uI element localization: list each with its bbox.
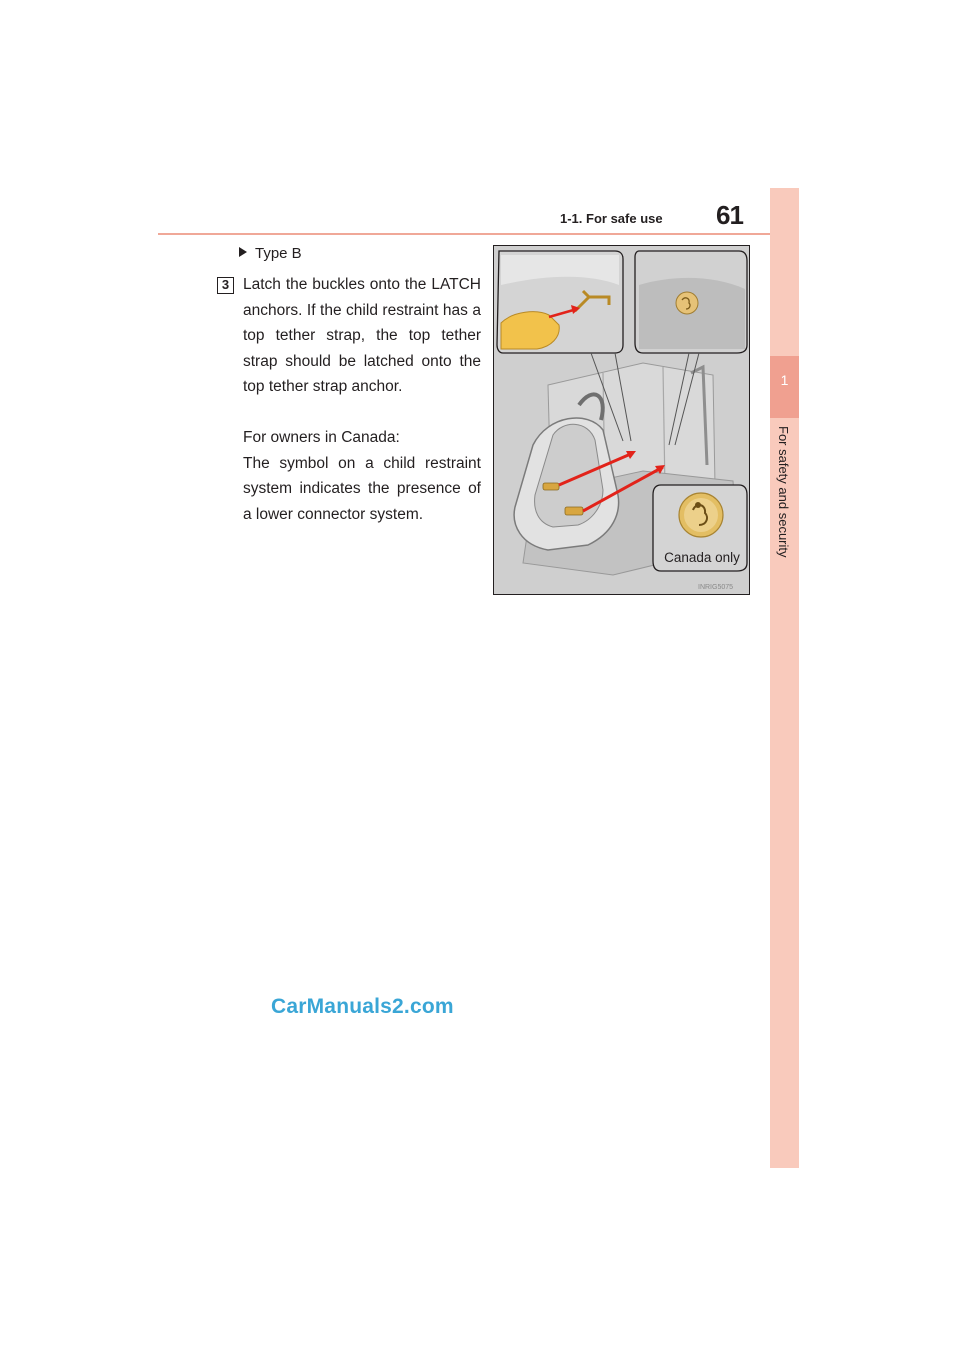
canada-note-text: The symbol on a child restraint system indicates the presence of a lower connector system.: [243, 454, 481, 523]
child-seat-illustration: [493, 245, 750, 595]
chapter-number: 1: [780, 372, 789, 388]
figure-code: INRIG5075: [698, 584, 734, 591]
canada-note-lead: For owners in Canada:: [243, 429, 400, 446]
header-rule: [158, 233, 799, 235]
canada-only-label: Canada only: [664, 550, 740, 565]
triangle-bullet-icon: [239, 247, 247, 257]
type-heading: [239, 245, 302, 262]
page-number: 61: [716, 200, 743, 230]
step-instruction-text: Latch the buckles onto the LATCH anchors. If the child restraint has a top tether strap, the top tether strap should be latched onto the top tether strap anchor.: [243, 276, 481, 396]
type-label: Type B: [255, 245, 302, 262]
section-title: 1-1. For safe use: [560, 211, 663, 226]
step-number-badge: 3: [217, 277, 234, 294]
chapter-side-tab: [770, 188, 799, 1168]
chapter-title: For safety and security: [776, 426, 791, 558]
canada-note: [243, 425, 481, 527]
watermark: CarManuals2.com: [271, 995, 454, 1018]
